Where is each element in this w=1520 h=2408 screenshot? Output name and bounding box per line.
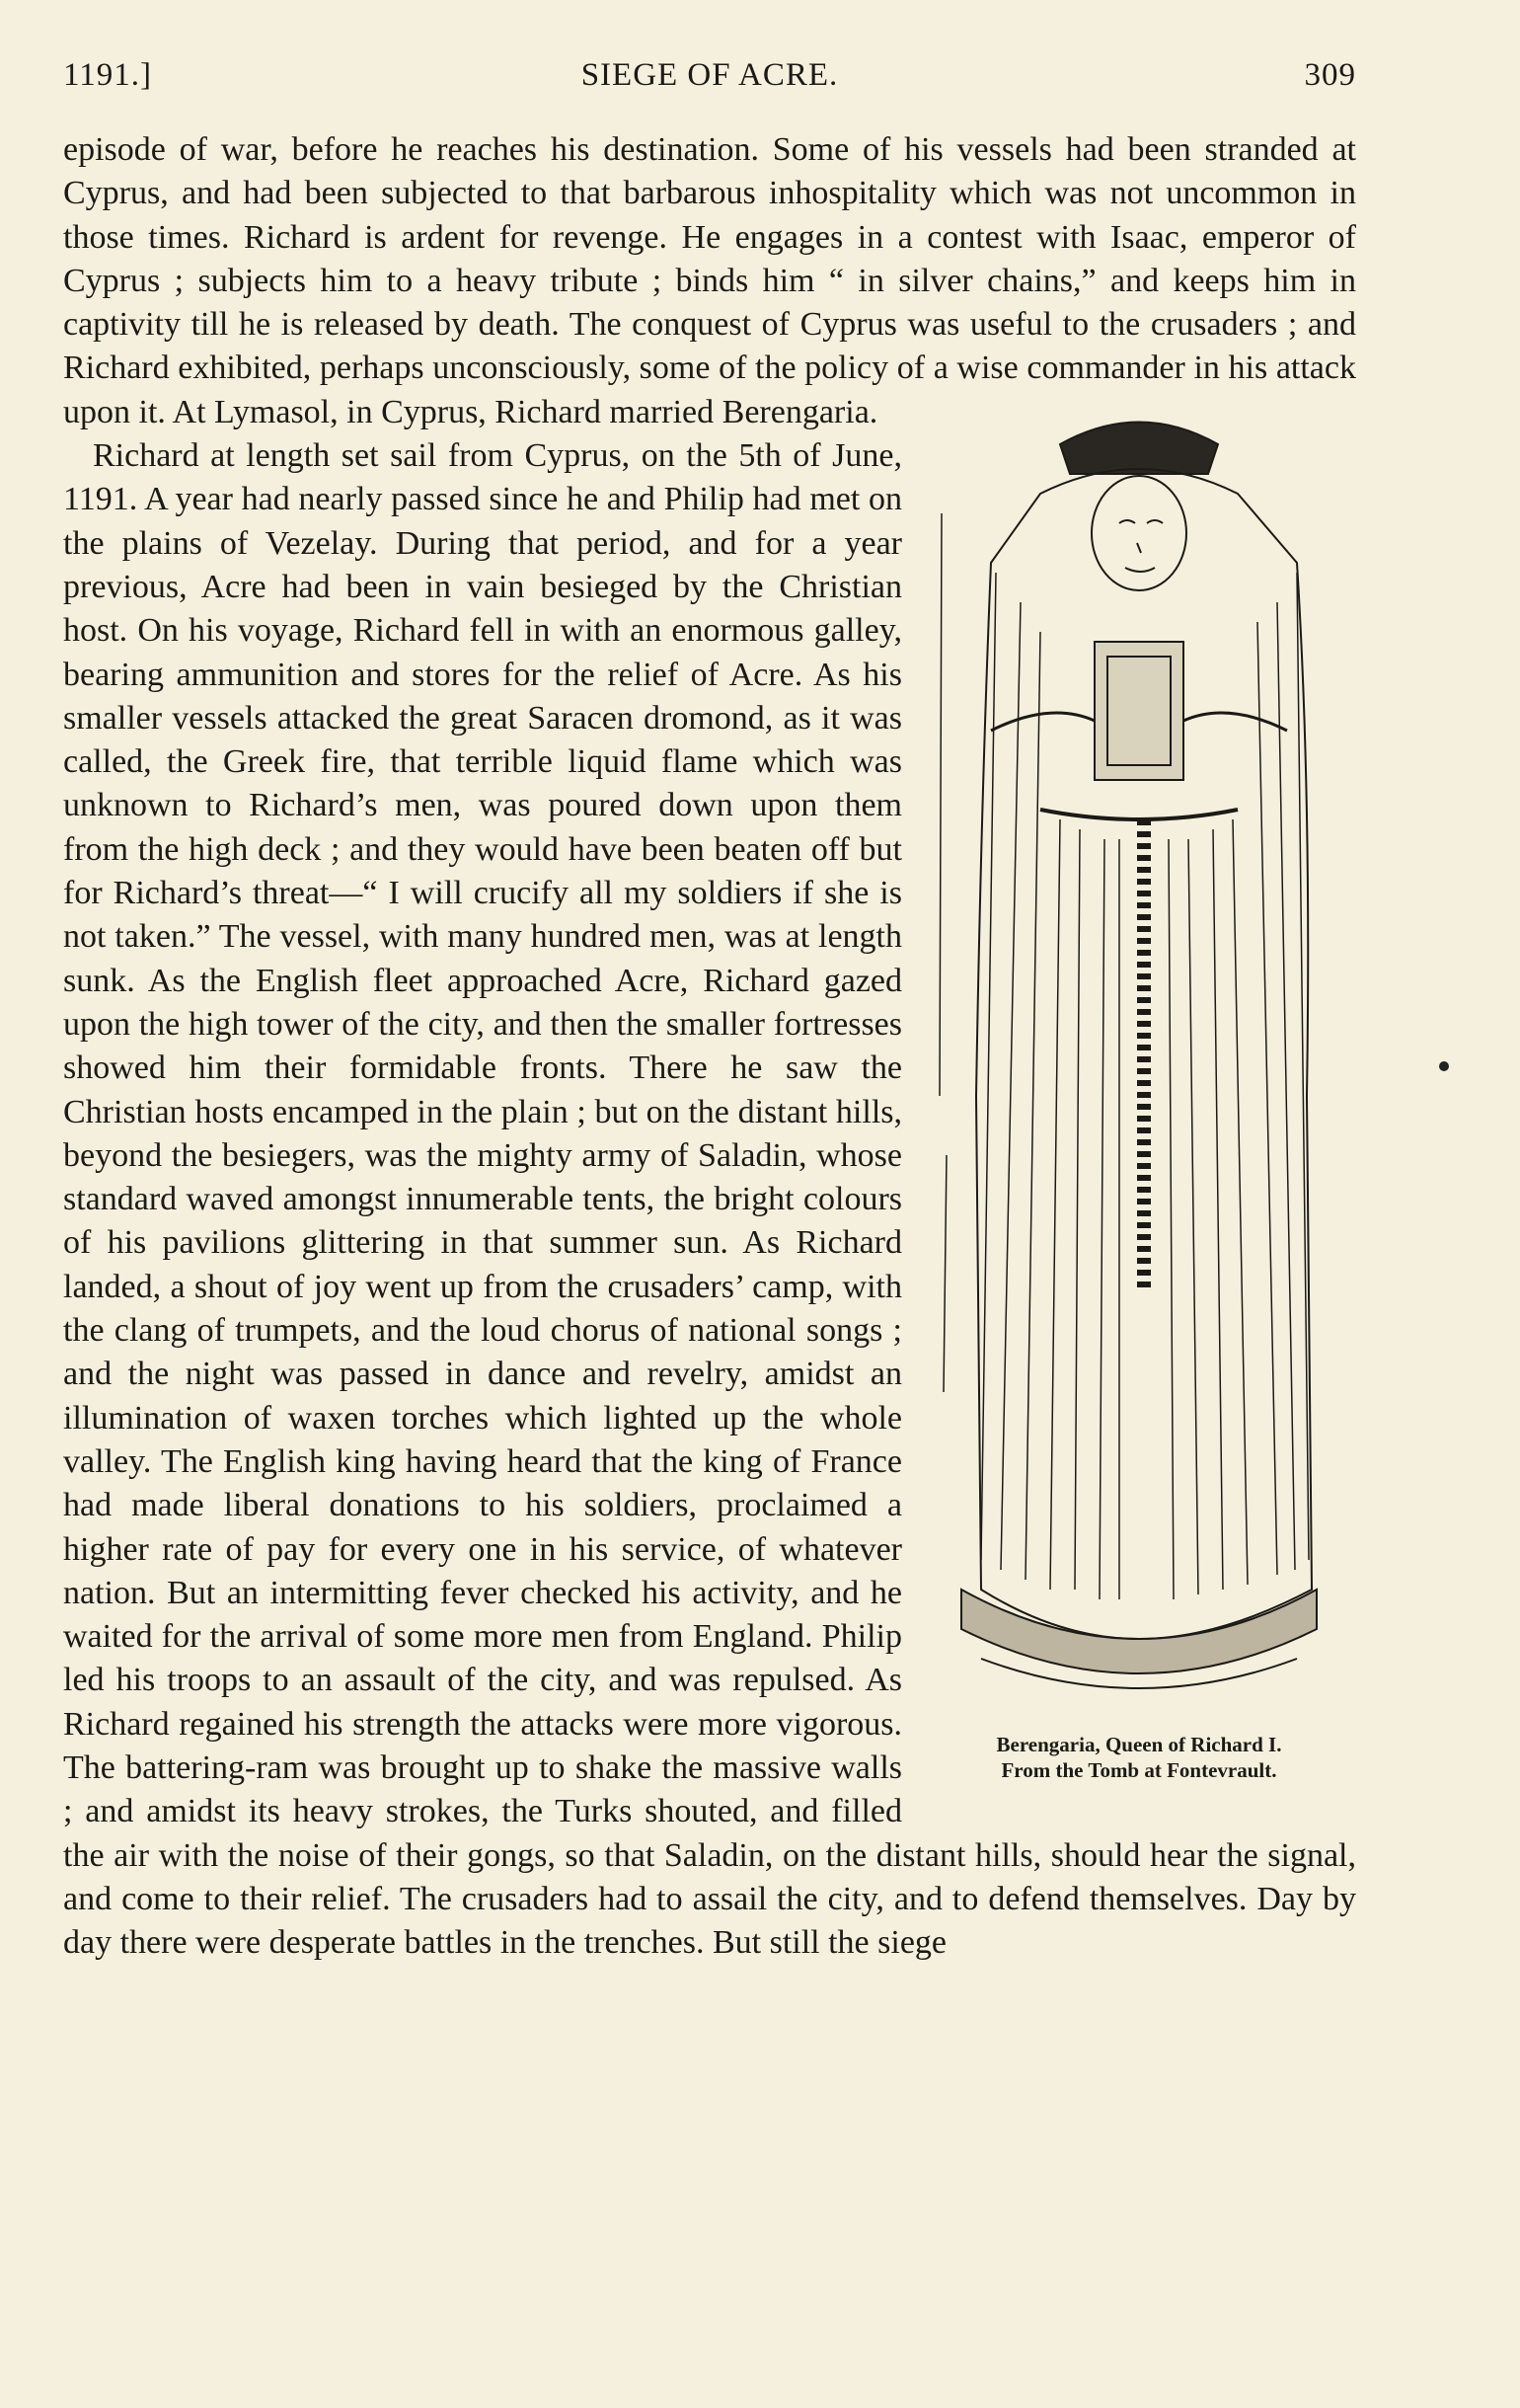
caption-line-1: Berengaria, Queen of Richard I.	[996, 1733, 1282, 1756]
figure-berengaria-effigy	[922, 405, 1356, 1817]
effigy-engraving-icon	[922, 405, 1356, 1728]
margin-dot	[1439, 1061, 1449, 1071]
page-number: 309	[1304, 57, 1356, 93]
header-title: SIEGE OF ACRE.	[580, 57, 839, 93]
header-year: 1191.]	[63, 57, 153, 93]
main-text	[63, 128, 1356, 1965]
paragraph-2: Richard at length set sail from Cyprus, on the 5th of June, 1191. A year had nearly passed since he and Philip had met on the plains of Vezelay. During that period, and for a year previous, Acre had been in vain besieged by the Christian host. On his voyage, Richard fell in with an enormous galley, bearing ammunition and stores for the relief of Acre. As his smaller vessels attacked the great Saracen dromond, as it was called, the Greek fire, that terrible liquid flame which was unknown to Richard’s men, was poured down upon them from the high deck ; and they would have been beaten off but for Richard’s threat—“ I will crucify all my soldiers if she is not taken.” The vessel, with many hundred men, was at length sunk. As the English fleet approached Acre, Richard gazed upon the high tower of the city, and then the smaller fortresses showed him their formidable fronts. There he saw the Christian hosts encamped in the plain ; but on the distant hills, beyond the besiegers, was the mighty army of Saladin, whose standard waved amongst innumerable tents, the bright colours of his pavilions glittering in that summer sun. As Richard landed, a shout of joy went up from the crusaders’ camp, with the clang of trumpets, and the loud chorus of national songs ; and the night was passed in dance and revelry, amidst an illumination of waxen torches which lighted up the whole valley. The English king having heard that the king of France had made liberal donations to his soldiers, proclaimed a higher rate of pay for every one in his service, of whatever nation. But an intermitting fever checked his activity, and he waited for the arrival of some more men from England. Philip led his troops to an assault of the city, and was repulsed. As Richard regained his strength the attacks were more vigorous. The battering-ram was brought up to shake the massive walls ; and amidst its heavy strokes, the Turks shouted, and filled the air with the noise of their gongs, so that Saladin, on the distant hills, should hear the signal, and come to their relief. The crusaders had to assail the city, and to defend themselves. Day by day there were desperate battles in the trenches. But still the siege	[63, 437, 1356, 1962]
caption-line-2: From the Tomb at Fontevrault.	[1001, 1758, 1277, 1782]
figure-caption	[922, 1732, 1356, 1783]
running-header	[63, 57, 1356, 107]
paragraph-1: episode of war, before he reaches his destination. Some of his vessels had been stranded at Cyprus, and had been subjected to that barbarous inhospitality which was not uncommon in those times. Richard is ardent for revenge. He engages in a contest with Isaac, emperor of Cyprus ; subjects him to a heavy tribute ; binds him “ in silver chains,” and keeps him in captivity till he is released by death. The conquest of Cyprus was useful to the crusaders ; and Richard exhibited, perhaps unconsciously, some of the policy of a wise commander in his attack upon it. At Lymasol, in Cyprus, Richard married Berengaria.	[63, 131, 1356, 430]
